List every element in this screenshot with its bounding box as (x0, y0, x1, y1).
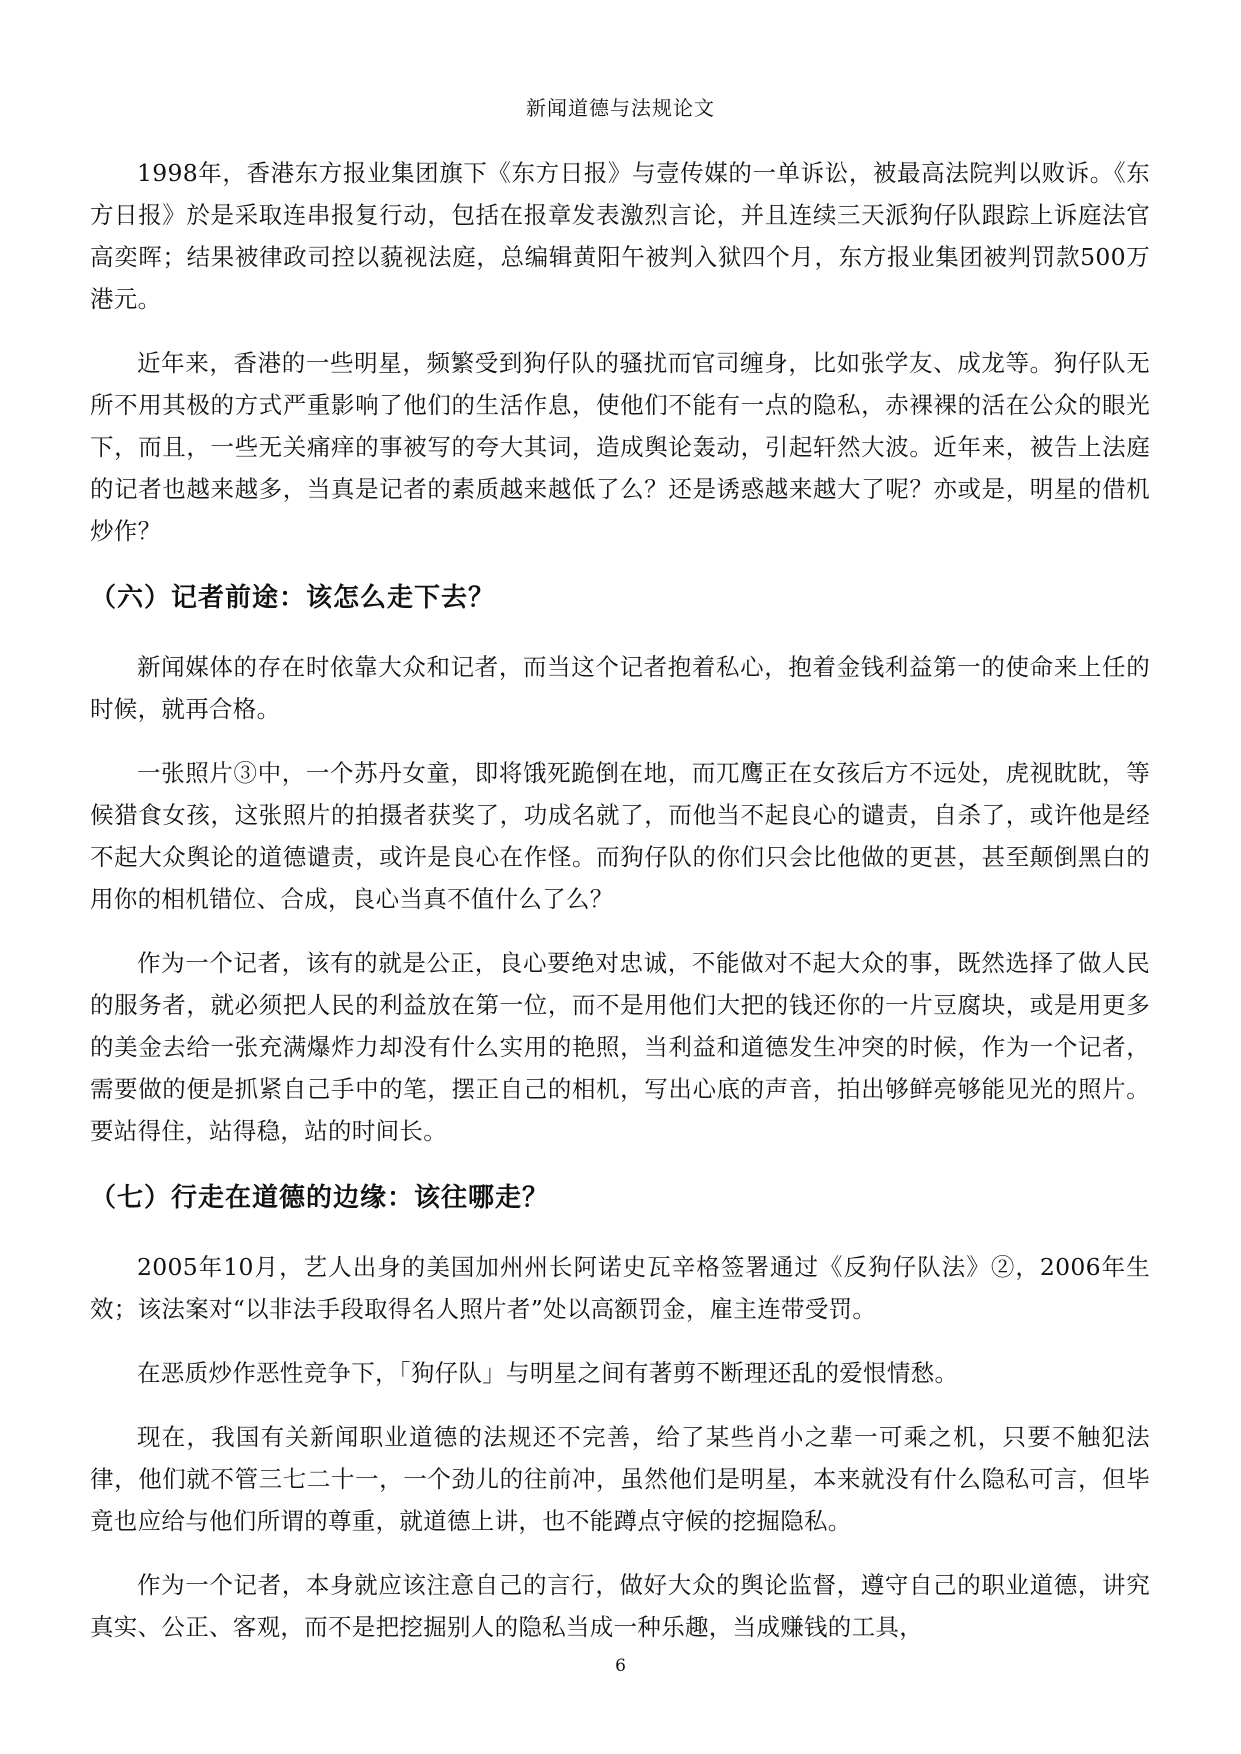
paragraph: 现在，我国有关新闻职业道德的法规还不完善，给了某些肖小之辈一可乘之机，只要不触犯法律，他们就不管三七二十一，一个劲儿的往前冲，虽然他们是明星，本来就没有什么隐私可言，但毕竟也应给与他们所谓的尊重，就道德上讲，也不能蹲点守候的挖掘隐私。 (90, 1423, 1150, 1535)
paragraph: 新闻媒体的存在时依靠大众和记者，而当这个记者抱着私心，抱着金钱利益第一的使命来上任的时候，就再合格。 (90, 653, 1150, 723)
body-text (90, 152, 1150, 1670)
paragraph: 在恶质炒作恶性竞争下，「狗仔队」与明星之间有著剪不断理还乱的爱恨情愁。 (137, 1359, 959, 1387)
paragraph: 1998年，香港东方报业集团旗下《东方日报》与壹传媒的一单诉讼，被最高法院判以败诉。《东方日报》於是采取连串报复行动，包括在报章发表激烈言论，并且连续三天派狗仔队跟踪上诉庭法官高奕晖；结果被律政司控以藐视法庭，总编辑黄阳午被判入狱四个月，东方报业集团被判罚款500万港元。 (90, 159, 1150, 313)
paragraph: 2005年10月，艺人出身的美国加州州长阿诺史瓦辛格签署通过《反狗仔队法》②，2006年生效；该法案对“以非法手段取得名人照片者”处以高额罚金，雇主连带受罚。 (90, 1253, 1150, 1323)
section-heading: （七）行走在道德的边缘：该往哪走？ (90, 1183, 550, 1213)
paragraph: 近年来，香港的一些明星，频繁受到狗仔队的骚扰而官司缠身，比如张学友、成龙等。狗仔队无所不用其极的方式严重影响了他们的生活作息，使他们不能有一点的隐私，赤裸裸的活在公众的眼光下，而且，一些无关痛痒的事被写的夸大其词，造成舆论轰动，引起轩然大波。近年来，被告上法庭的记者也越来越多，当真是记者的素质越来越低了么？还是诱惑越来越大了呢？亦或是，明星的借机炒作？ (90, 349, 1150, 545)
paragraph: 作为一个记者，本身就应该注意自己的言行，做好大众的舆论监督，遵守自己的职业道德，讲究真实、公正、客观，而不是把挖掘别人的隐私当成一种乐趣，当成赚钱的工具， (90, 1571, 1150, 1641)
paragraph: 一张照片③中，一个苏丹女童，即将饿死跪倒在地，而兀鹰正在女孩后方不远处，虎视眈眈，等候猎食女孩，这张照片的拍摄者获奖了，功成名就了，而他当不起良心的谴责，自杀了，或许他是经不起大众舆论的道德谴责，或许是良心在作怪。而狗仔队的你们只会比他做的更甚，甚至颠倒黑白的用你的相机错位、合成，良心当真不值什么了么？ (90, 759, 1150, 913)
section-heading: （六）记者前途：该怎么走下去？ (90, 583, 496, 613)
paragraph: 作为一个记者，该有的就是公正，良心要绝对忠诚，不能做对不起大众的事，既然选择了做人民的服务者，就必须把人民的利益放在第一位，而不是用他们大把的钱还你的一片豆腐块，或是用更多的美金去给一张充满爆炸力却没有什么实用的艳照，当利益和道德发生冲突的时候，作为一个记者，需要做的便是抓紧自己手中的笔，摆正自己的相机，写出心底的声音，拍出够鲜亮够能见光的照片。要站得住，站得稳，站的时间长。 (90, 949, 1150, 1145)
running-header: 新闻道德与法规论文 (526, 96, 715, 120)
page-number: 6 (615, 1656, 626, 1676)
